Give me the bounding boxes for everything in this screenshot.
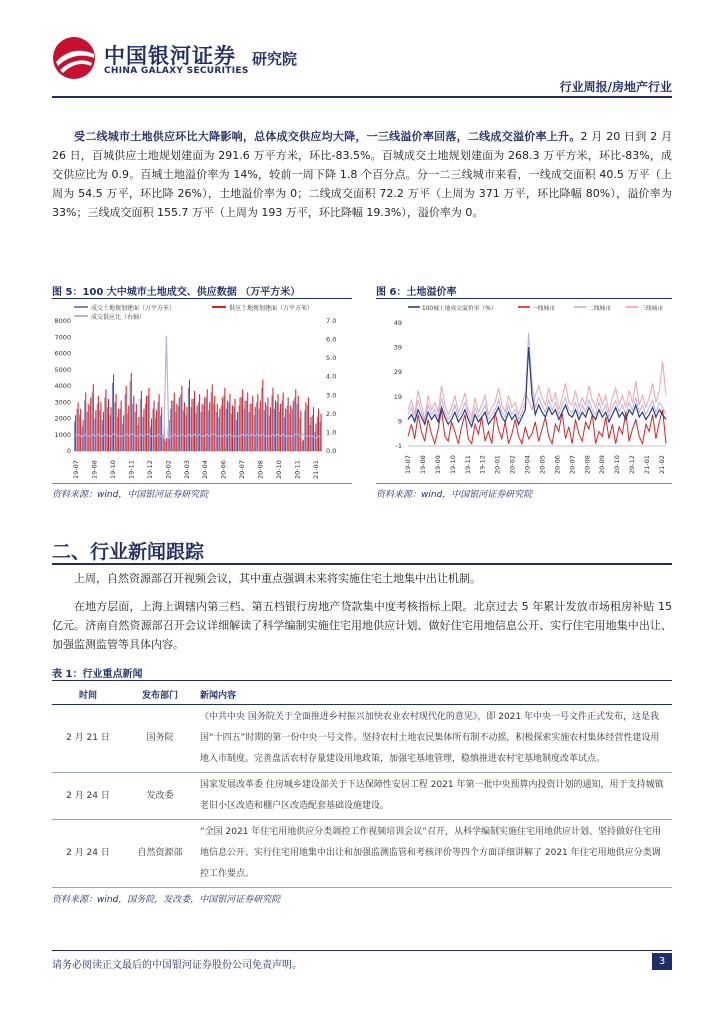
- bar-transaction: [77, 409, 78, 451]
- x-tick-label: 20-02: [508, 455, 517, 474]
- bar-supply: [148, 388, 149, 451]
- bar-transaction: [150, 427, 151, 451]
- bar-transaction: [228, 402, 229, 451]
- bar-supply: [267, 397, 268, 451]
- bar-supply: [118, 409, 119, 451]
- bar-supply: [136, 404, 137, 451]
- bar-transaction: [302, 441, 303, 451]
- bar-supply: [214, 396, 215, 451]
- bar-supply: [98, 396, 99, 451]
- fig6-title: 图 6：土地溢价率: [376, 287, 457, 298]
- y-left-tick-label: 0: [66, 447, 71, 455]
- table-row: [52, 820, 672, 888]
- bar-supply: [126, 386, 127, 451]
- bar-supply: [275, 401, 276, 451]
- bar-supply: [217, 404, 218, 451]
- bar-transaction: [264, 410, 265, 451]
- y-tick-label: 29: [393, 368, 402, 377]
- bar-transaction: [185, 415, 186, 451]
- bar-transaction: [289, 414, 290, 451]
- bar-supply: [242, 389, 243, 451]
- footer-divider: [52, 950, 672, 951]
- bar-transaction: [297, 404, 298, 451]
- bar-transaction: [294, 397, 295, 451]
- bar-supply: [209, 402, 210, 451]
- bar-transaction: [314, 432, 315, 452]
- bar-supply: [143, 409, 144, 451]
- bar-transaction: [266, 406, 267, 452]
- bar-transaction: [107, 407, 108, 451]
- bar-supply: [186, 407, 187, 451]
- x-tick-label: 20-04: [523, 455, 532, 474]
- row-content: 《中共中央 国务院关于全面推进乡村振兴加快农业农村现代化的意见》，即 2021 年中央一号文件正式发布，这是我国“十四五”时期的第一份中央一号文件。坚持农村土地农民集体所有制不动摇，积极探索实施农村集体经营性建设用地入市制度。完善盘活农村存量建设用地政策，加强宅基地管理，稳慎推进农村宅基地制度改革试点。: [196, 705, 672, 773]
- y-tick-label: 19: [393, 392, 402, 401]
- bar-supply: [290, 406, 291, 452]
- bar-supply: [295, 389, 296, 451]
- fig6-chart: [376, 301, 672, 481]
- bar-transaction: [178, 406, 179, 452]
- bar-transaction: [221, 406, 222, 452]
- bar-transaction: [130, 381, 131, 451]
- bar-transaction: [135, 412, 136, 451]
- x-tick-label: 19-12: [145, 460, 154, 479]
- bar-supply: [161, 407, 162, 451]
- bar-supply: [288, 397, 289, 451]
- bar-transaction: [271, 396, 272, 451]
- bar-transaction: [203, 406, 204, 452]
- x-tick-label: 20-08: [256, 460, 265, 479]
- bar-supply: [285, 409, 286, 451]
- table1-title-rule: [52, 680, 672, 681]
- bar-transaction: [180, 394, 181, 451]
- x-tick-label: 19-07: [404, 455, 412, 474]
- legend-label: 供应土地规划建面（万平方米）: [229, 305, 314, 312]
- bar-transaction: [259, 409, 260, 451]
- bar-supply: [270, 407, 271, 451]
- bar-supply: [133, 396, 134, 451]
- bar-transaction: [127, 414, 128, 451]
- bar-transaction: [213, 404, 214, 451]
- x-tick-label: 19-12: [478, 455, 487, 474]
- bar-supply: [252, 396, 253, 451]
- bar-supply: [232, 406, 233, 452]
- bar-supply: [207, 389, 208, 451]
- x-tick-label: 20-05: [538, 455, 547, 474]
- bar-supply: [123, 415, 124, 451]
- fig6-source: 资料来源：wind，中国银河证券研究院: [376, 490, 533, 500]
- x-tick-label: 20-06: [219, 460, 228, 479]
- bar-transaction: [309, 425, 310, 451]
- bar-supply: [78, 402, 79, 451]
- bar-supply: [272, 388, 273, 451]
- news-table: [52, 684, 672, 888]
- bar-supply: [121, 401, 122, 451]
- bar-supply: [93, 384, 94, 451]
- row-date: 2 月 21 日: [52, 705, 124, 773]
- bar-transaction: [188, 388, 189, 451]
- bar-supply: [224, 388, 225, 451]
- bar-transaction: [109, 415, 110, 451]
- y-left-tick-label: 2000: [54, 414, 71, 423]
- fig5-title: 图 5：100 大中城市土地成交、供应数据 （万平方米）: [52, 287, 301, 298]
- row-content: “全国 2021 年住宅用地供应分类调控工作视频培训会议”召开，从科学编制实施住宅用地供应计划、坚持做好住宅用地信息公开、实行住宅用地集中出让和加强监测监管和考核评价等四个方面详细讲解了 2021 年住宅用地供应分类调控工作要点。: [196, 820, 672, 888]
- bar-supply: [308, 397, 309, 451]
- bar-supply: [110, 407, 111, 451]
- fig5-title-rule: [52, 298, 352, 299]
- y-tick-label: 49: [393, 319, 402, 327]
- bar-supply: [146, 396, 147, 451]
- bar-supply: [184, 402, 185, 451]
- section-heading: 二、行业新闻跟踪: [52, 541, 205, 563]
- bar-supply: [204, 397, 205, 451]
- legend-label: 二线城市: [588, 306, 612, 312]
- legend-label: 成交土地规划建面（万平方米）: [91, 305, 176, 312]
- bar-supply: [219, 409, 220, 451]
- row-dept: 发改委: [124, 773, 196, 820]
- bar-supply: [265, 402, 266, 451]
- bar-supply: [189, 380, 190, 452]
- table-header-content: 新闻内容: [196, 684, 672, 705]
- bar-supply: [191, 399, 192, 451]
- bar-supply: [318, 409, 319, 451]
- bar-supply: [108, 399, 109, 451]
- bar-transaction: [190, 407, 191, 451]
- bar-transaction: [117, 417, 118, 451]
- legend-label: 三线城市: [640, 306, 664, 312]
- bar-transaction: [84, 401, 85, 451]
- bar-transaction: [175, 412, 176, 451]
- y-right-tick-label: 5.0: [326, 354, 337, 363]
- bar-supply: [240, 397, 241, 451]
- bar-transaction: [142, 417, 143, 451]
- x-tick-label: 19-08: [90, 460, 99, 479]
- bar-transaction: [87, 412, 88, 451]
- bar-supply: [85, 393, 86, 452]
- y-right-tick-label: 2.0: [326, 409, 337, 418]
- bar-transaction: [208, 410, 209, 451]
- bar-supply: [199, 394, 200, 451]
- bar-transaction: [165, 441, 166, 451]
- bar-transaction: [241, 397, 242, 451]
- y-tick-label: 39: [393, 343, 402, 352]
- x-tick-label: 20-07: [568, 455, 577, 474]
- x-tick-label: 20-04: [201, 460, 210, 479]
- y-right-tick-label: 0.0: [326, 447, 337, 455]
- x-tick-label: 19-08: [418, 455, 427, 474]
- table-row: [52, 705, 672, 773]
- bar-transaction: [282, 401, 283, 451]
- bar-supply: [159, 394, 160, 451]
- table1-title: 表 1：行业重点新闻: [52, 669, 143, 680]
- bar-transaction: [132, 404, 133, 451]
- bar-supply: [194, 391, 195, 451]
- news-paragraph-1: 上周，自然资源部召开视频会议，其中重点强调未来将实施住宅土地集中出让机制。: [74, 572, 481, 585]
- bar-transaction: [155, 419, 156, 452]
- y-tick-label: 9: [397, 417, 402, 426]
- x-tick-label: 20-10: [275, 460, 284, 479]
- bar-transaction: [140, 399, 141, 451]
- y-tick-label: -1: [395, 442, 402, 450]
- x-tick-label: 19-11: [127, 460, 136, 479]
- bar-supply: [212, 384, 213, 451]
- bar-transaction: [287, 406, 288, 452]
- bar-supply: [227, 401, 228, 451]
- bar-transaction: [269, 415, 270, 451]
- news-paragraph-2: 在地方层面，上海上调辖内第三档、第五档银行房地产贷款集中度考核指标上限。北京过去 5 年累计发放市场租房补贴 15 亿元。济南自然资源部召开会议详细解读了科学编制实施住宅用地供应计划、做好住宅用地信息公开、实行住宅用地集中出让、加强监测监管等具体内容。: [52, 600, 672, 651]
- bar-supply: [257, 394, 258, 451]
- bar-transaction: [79, 415, 80, 451]
- bar-transaction: [170, 409, 171, 451]
- table-header-date: 时间: [52, 684, 124, 705]
- x-tick-label: 19-11: [463, 455, 472, 474]
- bar-supply: [116, 394, 117, 451]
- bar-transaction: [97, 404, 98, 451]
- x-tick-label: 19-10: [108, 460, 117, 479]
- bar-transaction: [160, 415, 161, 451]
- bar-supply: [300, 410, 301, 451]
- bar-transaction: [74, 422, 75, 451]
- table1-source: 资料来源：wind，国务院，发改委，中国银河证券研究院: [52, 895, 281, 905]
- bar-supply: [262, 380, 263, 452]
- row-date: 2 月 24 日: [52, 820, 124, 888]
- bar-transaction: [120, 409, 121, 451]
- bar-transaction: [251, 404, 252, 451]
- bar-transaction: [201, 412, 202, 451]
- bar-supply: [95, 410, 96, 451]
- y-left-tick-label: 6000: [54, 349, 71, 358]
- intro-paragraph: [52, 127, 672, 222]
- bar-transaction: [122, 423, 123, 451]
- company-logo-icon: [52, 36, 96, 80]
- x-tick-label: 19-07: [72, 460, 80, 479]
- table-row: [52, 773, 672, 820]
- bar-supply: [105, 389, 106, 451]
- bar-supply: [229, 394, 230, 451]
- bar-supply: [255, 407, 256, 451]
- bar-transaction: [114, 402, 115, 451]
- bar-transaction: [216, 412, 217, 451]
- y-right-tick-label: 7.0: [326, 317, 337, 325]
- bar-supply: [166, 438, 167, 451]
- header-divider: [52, 96, 672, 98]
- bar-supply: [245, 401, 246, 451]
- fig5-source: 资料来源：wind，中国银河证券研究院: [52, 490, 209, 500]
- footer-disclaimer: 请务必阅读正文最后的中国银河证券股份公司免责声明。: [52, 960, 302, 971]
- y-left-tick-label: 7000: [54, 333, 71, 342]
- logo-company-name: 中国银河证券: [104, 44, 236, 68]
- bar-transaction: [274, 409, 275, 451]
- bar-supply: [75, 415, 76, 451]
- x-tick-label: 20-01: [493, 455, 502, 474]
- fig6-bottom-rule: [376, 483, 672, 484]
- logo-subtitle: 研究院: [252, 50, 298, 68]
- bar-supply: [303, 440, 304, 451]
- y-right-tick-label: 1.0: [326, 428, 337, 437]
- x-tick-label: 20-03: [182, 460, 191, 479]
- bar-transaction: [231, 414, 232, 451]
- bar-supply: [80, 409, 81, 451]
- bar-supply: [293, 401, 294, 451]
- intro-highlight: 受二线城市土地供应环比大降影响，总体成交供应均大降，一三线溢价率回落，二线成交溢价率上升。: [74, 130, 581, 143]
- bar-transaction: [99, 410, 100, 451]
- bar-supply: [171, 401, 172, 451]
- bar-transaction: [244, 409, 245, 451]
- series-line: [408, 347, 666, 427]
- bar-transaction: [223, 396, 224, 451]
- x-tick-label: 20-06: [553, 455, 562, 474]
- logo-company-name-en: CHINA GALAXY SECURITIES: [104, 66, 249, 76]
- bar-supply: [174, 393, 175, 452]
- bar-transaction: [249, 412, 250, 451]
- bar-supply: [250, 404, 251, 451]
- table-header-dept: 发布部门: [124, 684, 196, 705]
- section-divider: [52, 563, 672, 565]
- x-tick-label: 20-07: [238, 460, 247, 479]
- bar-supply: [141, 391, 142, 451]
- bar-transaction: [145, 404, 146, 451]
- bar-transaction: [256, 402, 257, 451]
- bar-supply: [179, 397, 180, 451]
- bar-supply: [88, 404, 89, 451]
- y-left-tick-label: 3000: [54, 398, 71, 407]
- bar-transaction: [112, 383, 113, 451]
- fig5-chart: [52, 301, 352, 481]
- x-tick-label: 20-02: [164, 460, 173, 479]
- bar-supply: [100, 402, 101, 451]
- bar-supply: [131, 373, 132, 451]
- y-left-tick-label: 5000: [54, 365, 71, 374]
- bar-transaction: [284, 417, 285, 451]
- bar-supply: [128, 406, 129, 452]
- intro-body: 2 月 20 日到 2 月 26 日，百城供应土地规划建面为 291.6 万平方米，环比-83.5%。百城成交土地规划建面为 268.3 万平方米，环比-83%，成交供应比为 0.9。百城土地溢价率为 14%，较前一周下降 1.8 个百分点。分一二三线城市来看，一线成交面积 40.5 万平（上周为 54.5 万平，环比降 26%），土地溢价率为 0；二线成交面积 72.2 万平（上周为 371 万平，环比降幅 80%），溢价率为 33%；三线成交面积 155.7 万平（上周为 193 万平，环比降幅 19.3%），溢价率为 0。: [52, 130, 673, 219]
- x-tick-label: 21-01: [643, 455, 652, 474]
- row-dept: 自然资源部: [124, 820, 196, 888]
- x-tick-label: 20-10: [613, 455, 622, 474]
- bar-transaction: [158, 402, 159, 451]
- bar-supply: [298, 396, 299, 451]
- bar-supply: [237, 412, 238, 451]
- bar-supply: [197, 406, 198, 452]
- bar-supply: [305, 402, 306, 451]
- bar-supply: [176, 404, 177, 451]
- bar-transaction: [104, 397, 105, 451]
- bar-transaction: [89, 406, 90, 452]
- bar-supply: [202, 404, 203, 451]
- bar-transaction: [152, 409, 153, 451]
- y-left-tick-label: 4000: [54, 382, 71, 390]
- x-tick-label: 19-09: [433, 455, 442, 474]
- row-date: 2 月 24 日: [52, 773, 124, 820]
- bar-transaction: [307, 406, 308, 452]
- bar-supply: [313, 407, 314, 451]
- bar-transaction: [92, 393, 93, 452]
- table-header-row: [52, 684, 672, 705]
- y-left-tick-label: 8000: [54, 317, 71, 325]
- bar-supply: [283, 393, 284, 452]
- bar-supply: [280, 404, 281, 451]
- x-tick-label: 19-10: [448, 455, 457, 474]
- y-left-tick-label: 1000: [54, 430, 71, 439]
- legend-label: 成交供应比（右轴）: [91, 314, 146, 321]
- bar-transaction: [125, 394, 126, 451]
- bar-supply: [181, 386, 182, 451]
- bar-supply: [138, 417, 139, 451]
- bar-transaction: [254, 415, 255, 451]
- bar-transaction: [147, 396, 148, 451]
- legend-label: 一线城市: [532, 306, 556, 312]
- bar-supply: [260, 401, 261, 451]
- bar-supply: [154, 401, 155, 451]
- x-tick-label: 20-12: [628, 455, 637, 474]
- bar-transaction: [137, 425, 138, 451]
- legend-label: 100城土地成交溢价率（%）: [422, 306, 497, 312]
- x-tick-label: 20-09: [598, 455, 607, 474]
- y-right-tick-label: 3.0: [326, 391, 337, 400]
- x-tick-label: 20-11: [293, 460, 302, 479]
- bar-supply: [222, 397, 223, 451]
- x-tick-label: 21-02: [658, 455, 666, 474]
- report-type: 行业周报/房地产行业: [559, 80, 672, 94]
- bar-supply: [278, 394, 279, 451]
- bar-transaction: [218, 417, 219, 451]
- bar-transaction: [246, 401, 247, 451]
- bar-transaction: [193, 399, 194, 451]
- y-right-tick-label: 6.0: [326, 335, 337, 344]
- bar-supply: [321, 414, 322, 451]
- bar-transaction: [261, 388, 262, 451]
- fig6-title-rule: [376, 298, 672, 299]
- y-right-tick-label: 4.0: [326, 372, 337, 381]
- page-number: 3: [652, 953, 672, 970]
- bar-supply: [103, 412, 104, 451]
- bar-supply: [247, 393, 248, 452]
- bar-transaction: [279, 412, 280, 451]
- bar-transaction: [276, 402, 277, 451]
- bar-supply: [113, 375, 114, 451]
- bar-transaction: [292, 409, 293, 451]
- bar-transaction: [206, 397, 207, 451]
- bar-supply: [151, 419, 152, 452]
- bar-transaction: [82, 427, 83, 451]
- bar-transaction: [304, 410, 305, 451]
- bar-supply: [90, 397, 91, 451]
- bar-transaction: [211, 393, 212, 452]
- bar-transaction: [317, 417, 318, 451]
- bar-transaction: [233, 407, 234, 451]
- row-dept: 国务院: [124, 705, 196, 773]
- row-content: 国家发展改革委 住房城乡建设部关于下达保障性安居工程 2021 年第一批中央预算内投资计划的通知，用于支持城镇老旧小区改造和棚户区改造配套基础设施建设。: [196, 773, 672, 820]
- bar-transaction: [238, 406, 239, 452]
- bar-supply: [310, 417, 311, 451]
- bar-transaction: [195, 414, 196, 451]
- fig5-bottom-rule: [52, 483, 352, 484]
- x-tick-label: 20-08: [583, 455, 592, 474]
- bar-transaction: [312, 415, 313, 451]
- bar-transaction: [226, 409, 227, 451]
- bar-supply: [156, 410, 157, 451]
- bar-supply: [234, 399, 235, 451]
- bar-transaction: [183, 410, 184, 451]
- bar-transaction: [173, 401, 174, 451]
- bar-transaction: [198, 402, 199, 451]
- x-tick-label: 21-01: [312, 460, 320, 479]
